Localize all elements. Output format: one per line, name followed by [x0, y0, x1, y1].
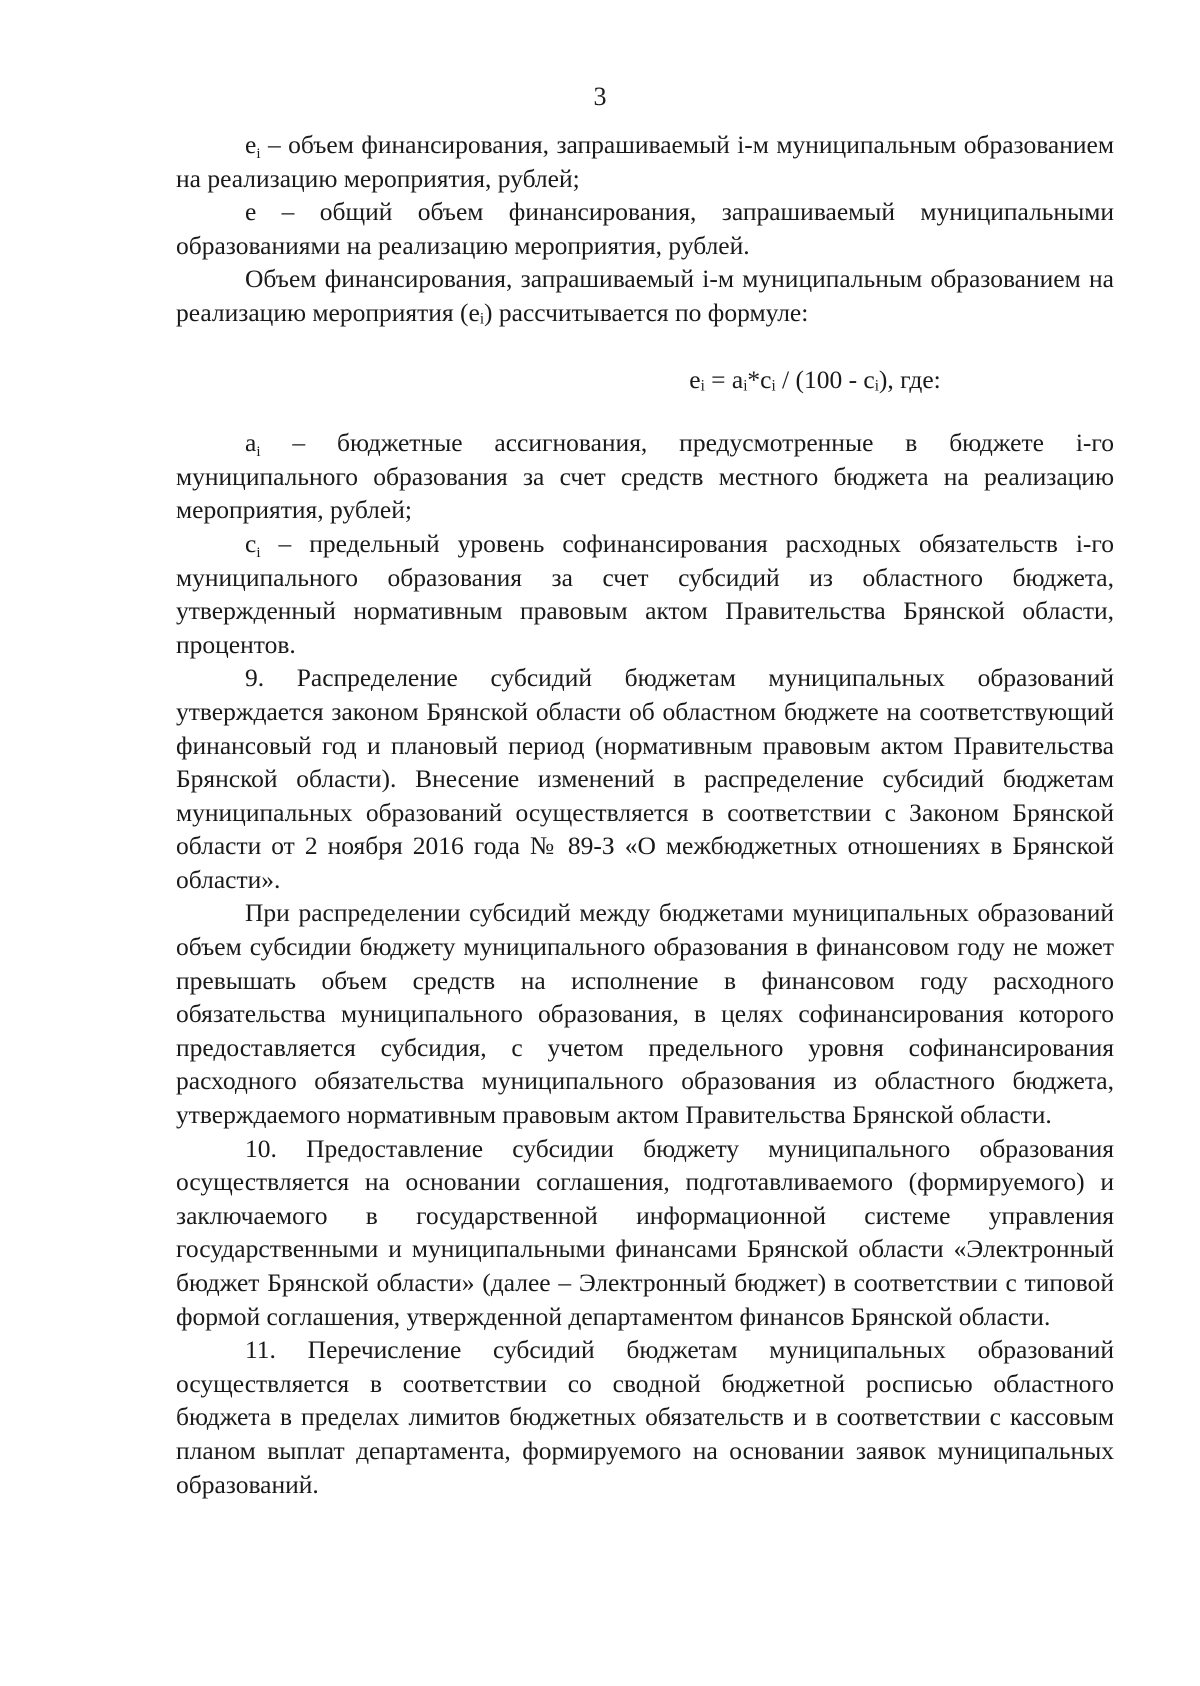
definition-ai	[176, 426, 1114, 527]
definition-ei	[176, 128, 1114, 195]
definition-text: – бюджетные ассигнования, предусмотренные в бюджете i-го муниципального образования за счет средств местного бюджета на реализацию мероприятия, рублей;	[176, 428, 1114, 525]
variable-subscript: i	[256, 544, 261, 561]
variable-subscript: i	[256, 444, 261, 461]
formula-intro: Объем финансирования, запрашиваемый i-м муниципальным образованием на реализацию мероприятия (eᵢ) рассчитывается по формуле:	[176, 264, 1114, 327]
variable-symbol: a	[245, 428, 257, 458]
definition-e: е – общий объем финансирования, запрашиваемый муниципальными образованиями на реализацию мероприятия, рублей.	[176, 197, 1114, 260]
page-number: 3	[593, 82, 607, 111]
variable-subscript: i	[256, 146, 261, 162]
section-9-distribution: При распределении субсидий между бюджетами муниципальных образований объем субсидии бюджету муниципального образования в финансовом году не может превышать объем средств на исполнение в финансовом году расходного обязательства муниципального образования, в целях софинансирования которого предоставляется субсидия, с учетом предельного уровня софинансирования расходного обязательства муниципального образования из областного бюджета, утверждаемого нормативным правовым актом Правительства Брянской области.	[176, 898, 1114, 1130]
variable-symbol: e	[245, 130, 257, 159]
definition-ci	[176, 527, 1114, 661]
section-11: 11. Перечисление субсидий бюджетам муниципальных образований осуществляется в соответствии со сводной бюджетной росписью областного бюджета в пределах лимитов бюджетных обязательств и в соответствии с кассовым планом выплат департамента, формируемого на основании заявок муниципальных образований.	[176, 1335, 1114, 1499]
definition-text: – объем финансирования, запрашиваемый i-м муниципальным образованием на реализацию мероприятия, рублей;	[176, 130, 1114, 193]
definition-text: – предельный уровень софинансирования расходных обязательств i-го муниципального образования за счет субсидий из областного бюджета, утвержденный нормативным правовым актом Правительства Брянской области, процентов.	[176, 528, 1114, 659]
section-10: 10. Предоставление субсидии бюджету муниципального образования осуществляется на основании соглашения, подготавливаемого (формируемого) и заключаемого в государственной информационной системе управления государственными и муниципальными финансами Брянской области «Электронный бюджет Брянской области» (далее – Электронный бюджет) в соответствии с типовой формой соглашения, утвержденной департаментом финансов Брянской области.	[176, 1133, 1114, 1331]
variable-symbol: c	[245, 528, 257, 558]
section-9: 9. Распределение субсидий бюджетам муниципальных образований утверждается законом Брянской области об областном бюджете на соответствующий финансовый год и плановый период (нормативным правовым актом Правительства Брянской области). Внесение изменений в распределение субсидий бюджетам муниципальных образований осуществляется в соответствии с Законом Брянской области от 2 ноября 2016 года № 89-З «О межбюджетных отношениях в Брянской области».	[176, 663, 1114, 894]
formula: eᵢ = aᵢ*cᵢ / (100 - cᵢ), где:	[689, 364, 941, 394]
document-body	[176, 128, 1114, 1501]
